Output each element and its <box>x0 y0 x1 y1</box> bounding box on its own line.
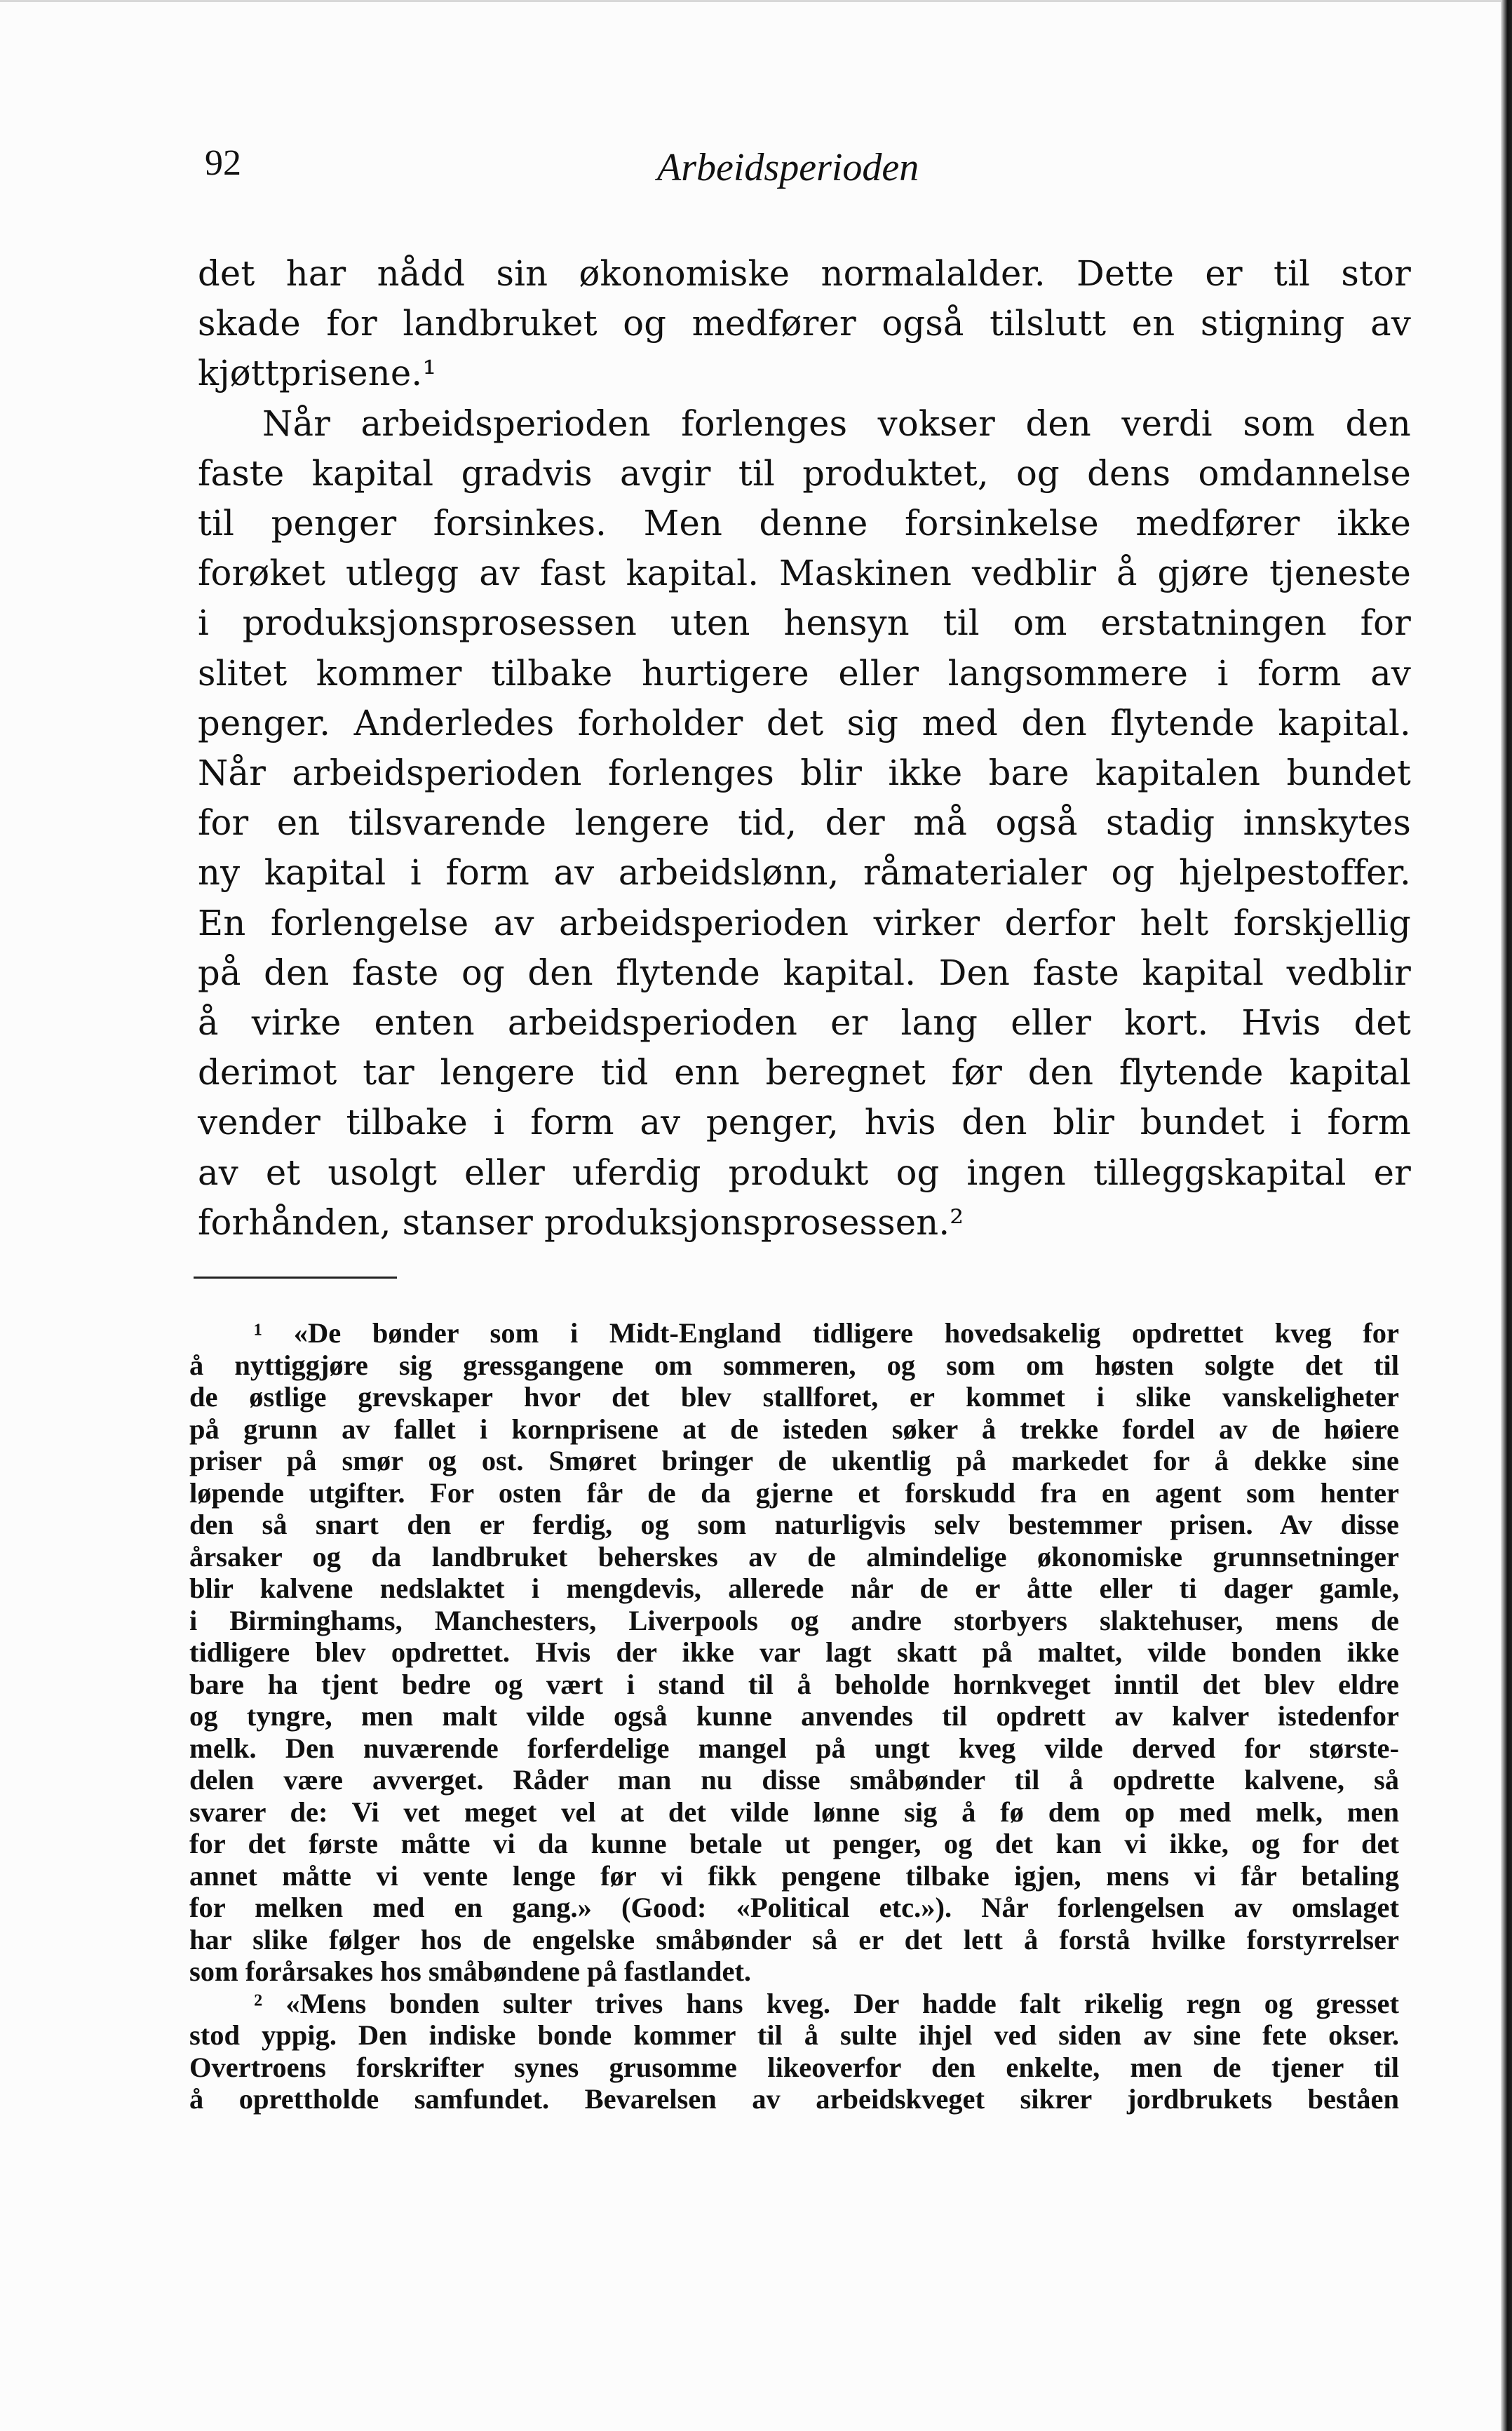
footnote-line: å oprettholde samfundet. Bevarelsen av arbeidskveget sikrer jordbrukets beståen <box>189 2083 1399 2115</box>
footnote-line: ² «Mens bonden sulter trives hans kveg. Der hadde falt rikelig regn og gresset <box>254 1987 1399 2019</box>
footnote-line: blir kalvene nedslaktet i mengdevis, allerede når de er åtte eller ti dager gamle, <box>189 1573 1399 1604</box>
footnote-line: og tyngre, men malt vilde også kunne anvendes til opdrett av kalver istedenfor <box>189 1700 1399 1732</box>
text-line: å virke enten arbeidsperioden er lang eller kort. Hvis det <box>198 1002 1411 1044</box>
text-line: faste kapital gradvis avgir til produktet, og dens omdannelse <box>198 452 1411 494</box>
text-line: kjøttprisene.¹ <box>198 353 437 394</box>
text-line: Når arbeidsperioden forlenges blir ikke bare kapitalen bundet <box>198 753 1411 794</box>
text-line: forhånden, stanser produksjonsprosessen.² <box>198 1201 964 1243</box>
main-text <box>198 249 1411 1248</box>
footnote-line: stod yppig. Den indiske bonde kommer til å sulte ihjel ved siden av sine fete okser. <box>189 2019 1399 2051</box>
footnote-line: delen være avverget. Råder man nu disse småbønder til å opdrette kalvene, så <box>189 1764 1399 1796</box>
page-header <box>205 137 1411 200</box>
text-line: i produksjonsprosessen uten hensyn til om erstatningen for <box>198 602 1411 644</box>
text-line: penger. Anderledes forholder det sig med den flytende kapital. <box>198 702 1411 743</box>
footnote-line: de østlige grevskaper hvor det blev stallforet, er kommet i slike vanskeligheter <box>189 1381 1399 1413</box>
text-line: En forlengelse av arbeidsperioden virker derfor helt forskjellig <box>198 902 1411 943</box>
footnote-line: for melken med en gang.» (Good: «Political etc.»). Når forlengelsen av omslaget <box>189 1892 1399 1923</box>
text-line: slitet kommer tilbake hurtigere eller langsommere i form av <box>198 652 1411 694</box>
footnote-line: ¹ «De bønder som i Midt-England tidligere hovedsakelig opdrettet kveg for <box>254 1317 1399 1349</box>
text-line: av et usolgt eller uferdig produkt og ingen tilleggskapital er <box>198 1152 1411 1193</box>
page-top-edge <box>0 0 1512 2</box>
footnote-line: tidligere blev opdrettet. Hvis der ikke var lagt skatt på maltet, vilde bonden ikke <box>189 1636 1399 1668</box>
footnotes <box>189 1317 1399 2115</box>
running-title: Arbeidsperioden <box>657 146 919 189</box>
text-line: vender tilbake i form av penger, hvis den blir bundet i form <box>198 1102 1411 1143</box>
footnote-line: svarer de: Vi vet meget vel at det vilde lønne sig å fø dem op med melk, men <box>189 1796 1399 1828</box>
footnote-line: løpende utgifter. For osten får de da gjerne et forskudd fra en agent som henter <box>189 1476 1399 1509</box>
page-number: 92 <box>205 143 241 183</box>
text-line: derimot tar lengere tid enn beregnet før den flytende kapital <box>198 1052 1411 1093</box>
footnote-line: har slike følger hos de engelske småbønder så er det lett å forstå hvilke forstyrrelser <box>189 1923 1399 1955</box>
text-line: for en tilsvarende lengere tid, der må også stadig innskytes <box>198 802 1411 844</box>
text-line: ny kapital i form av arbeidslønn, råmaterialer og hjelpestoffer. <box>198 852 1411 894</box>
footnote-line: annet måtte vi vente lenge før vi fikk pengene tilbake igjen, mens vi får betaling <box>189 1859 1399 1892</box>
footnote-line: priser på smør og ost. Smøret bringer de ukentlig på markedet for å dekke sine <box>189 1445 1399 1476</box>
text-line: på den faste og den flytende kapital. Den faste kapital vedblir <box>198 952 1411 993</box>
text-line: det har nådd sin økonomiske normalalder. Dette er til stor <box>198 253 1411 294</box>
footnote-line: som forårsakes hos småbøndene på fastlandet. <box>189 1955 752 1987</box>
footnote-line: årsaker og da landbruket beherskes av de almindelige økonomiske grunnsetninger <box>189 1540 1399 1573</box>
footnote-line: bare ha tjent bedre og vært i stand til å beholde hornkveget inntil det blev eldre <box>189 1668 1399 1700</box>
footnote-line: melk. Den nuværende forferdelige mangel på ungt kveg vilde derved for største- <box>189 1732 1399 1764</box>
footnote-line: å nyttiggjøre sig gressgangene om sommeren, og som om høsten solgte det til <box>189 1349 1399 1381</box>
footnote-line: i Birminghams, Manchesters, Liverpools og andre storbyers slaktehuser, mens de <box>189 1604 1399 1636</box>
footnote-line: Overtroens forskrifter synes grusomme likeoverfor den enkelte, men de tjener til <box>189 2051 1399 2083</box>
footnote-line: for det første måtte vi da kunne betale ut penger, og det kan vi ikke, og for det <box>189 1828 1399 1859</box>
text-line: Når arbeidsperioden forlenges vokser den verdi som den <box>262 403 1411 444</box>
footnote-line: den så snart den er ferdig, og som naturligvis selv bestemmer prisen. Av disse <box>189 1509 1399 1540</box>
text-line: til penger forsinkes. Men denne forsinkelse medfører ikke <box>198 503 1411 544</box>
text-line: skade for landbruket og medfører også tilslutt en stigning av <box>198 303 1411 344</box>
footnote-line: på grunn av fallet i kornprisene at de isteden søker å trekke fordel av de høiere <box>189 1413 1399 1445</box>
page-right-edge <box>1501 0 1512 2431</box>
footnote-separator <box>194 1277 397 1279</box>
text-line: forøket utlegg av fast kapital. Maskinen vedblir å gjøre tjeneste <box>198 553 1411 594</box>
